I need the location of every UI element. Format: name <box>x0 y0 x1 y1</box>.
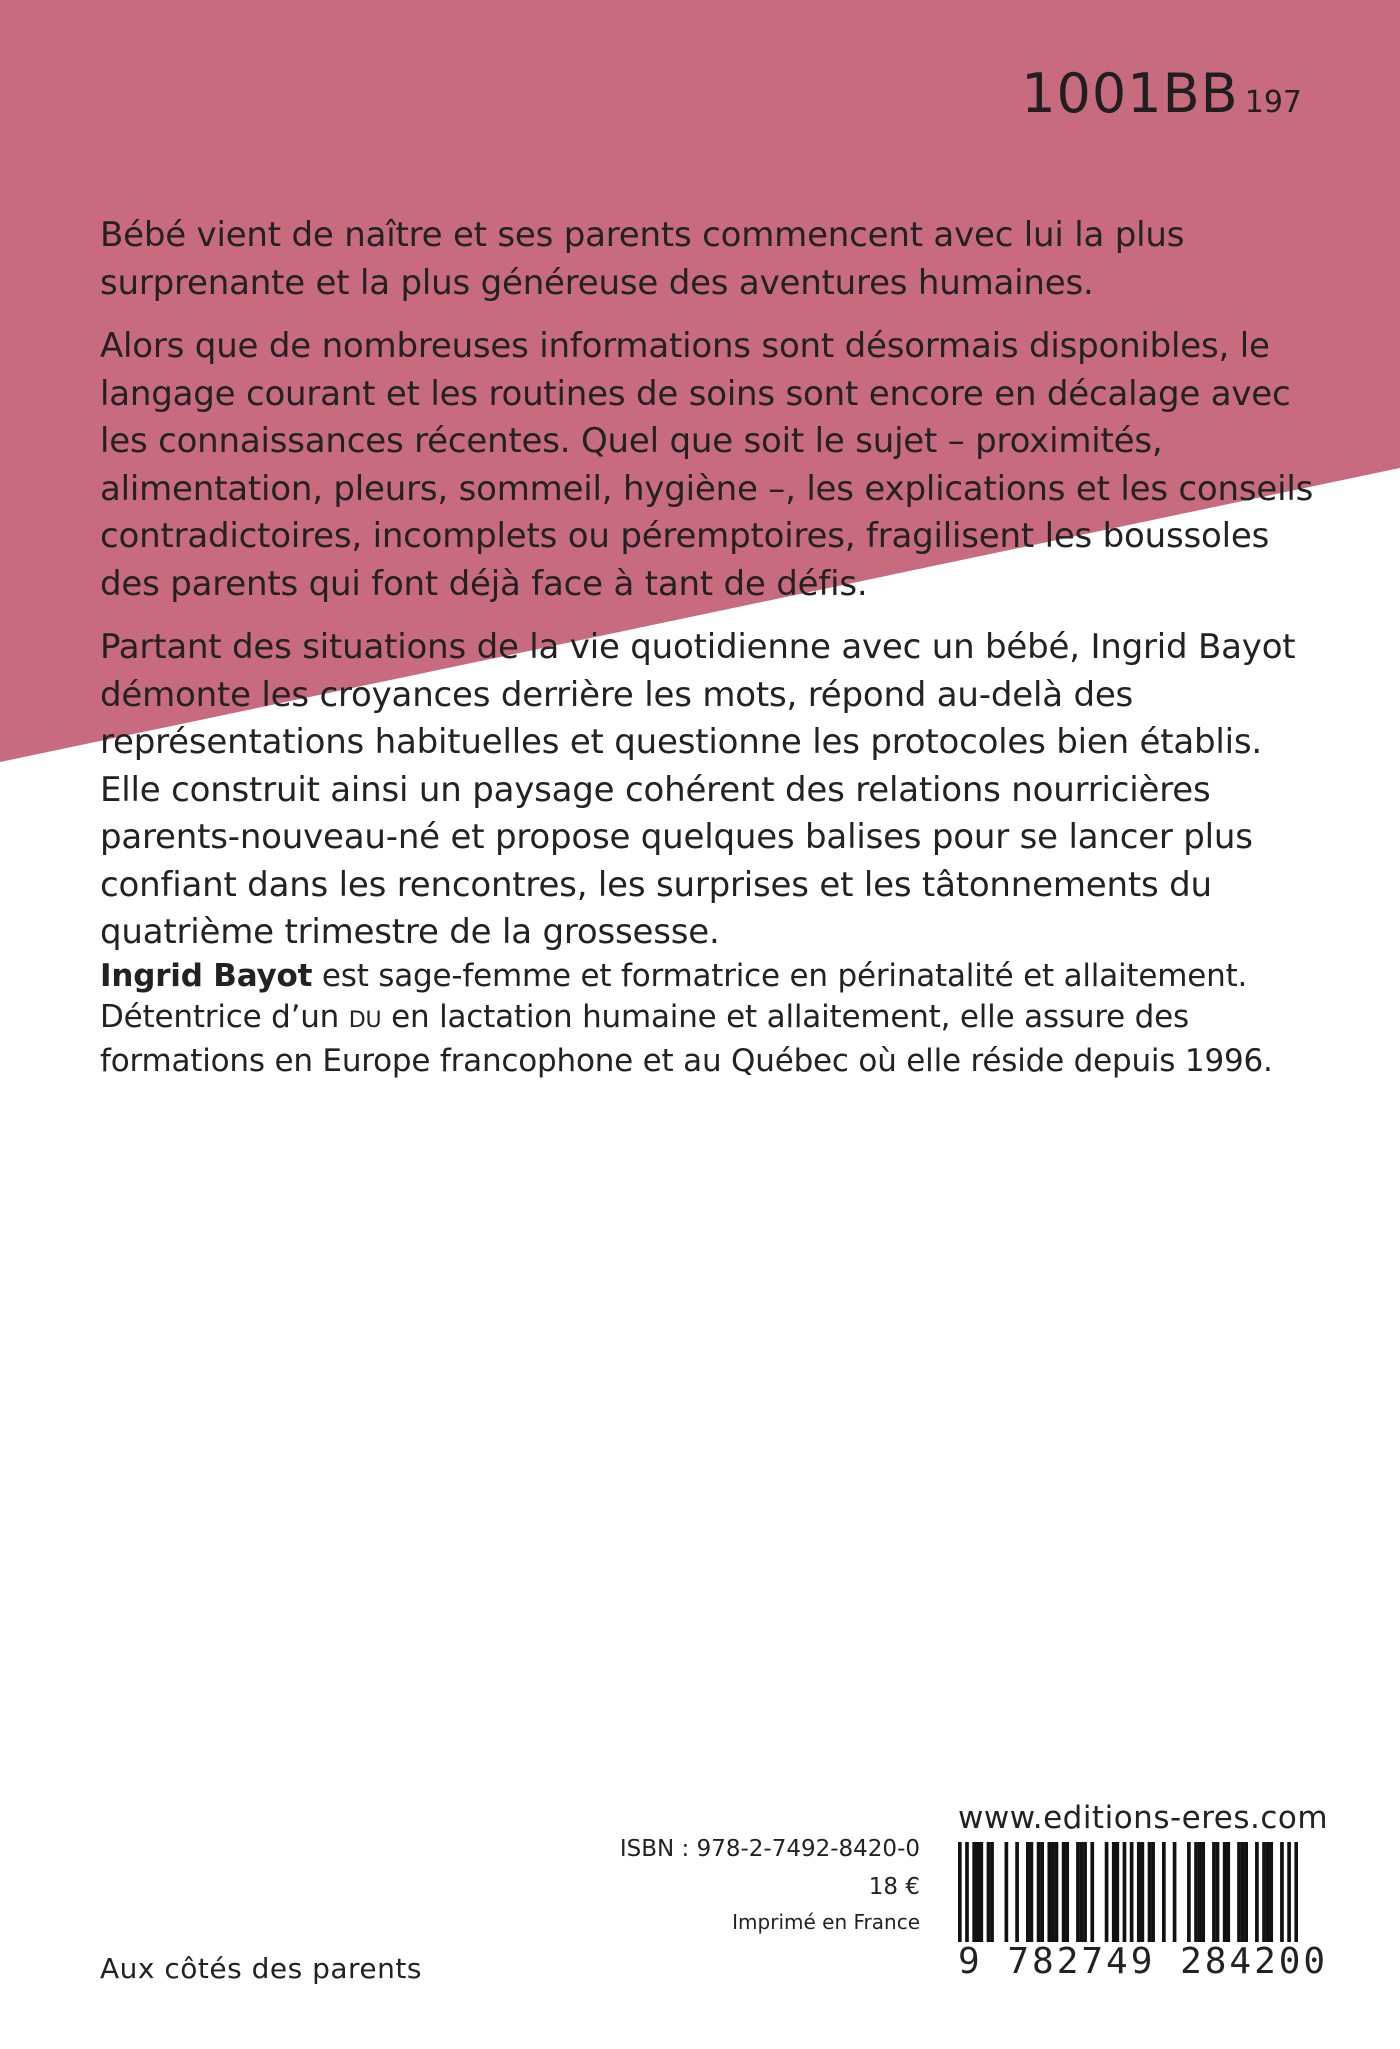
barcode-bar <box>990 1842 994 1942</box>
blurb-paragraph-1: Bébé vient de naître et ses parents commencent avec lui la plus surprenante et la plus généreuse des aventures humaines. <box>100 215 1185 303</box>
series-label <box>1021 62 1302 125</box>
barcode-bar <box>1151 1842 1155 1942</box>
barcode-bar <box>1244 1842 1248 1942</box>
barcode-bar <box>1130 1842 1134 1942</box>
barcode-bar <box>965 1842 969 1942</box>
author-name: Ingrid Bayot <box>100 958 313 994</box>
barcode-bar <box>1005 1842 1009 1942</box>
barcode-bar <box>1141 1842 1145 1942</box>
publisher-website: www.editions-eres.com <box>958 1800 1329 1836</box>
barcode-bar <box>1162 1842 1166 1942</box>
barcode-bar <box>1280 1842 1284 1942</box>
printed-in-label: Imprimé en France <box>732 1910 920 1934</box>
author-bio-part-1: est sage-femme et formatrice en périnatalité et allaitement. Détentrice d’un <box>100 958 1248 1035</box>
barcode-bar <box>1040 1842 1044 1942</box>
barcode-bar <box>987 1842 991 1942</box>
barcode-bar <box>1287 1842 1291 1942</box>
barcode-bar <box>1148 1842 1152 1942</box>
du-abbreviation: DU <box>348 1008 382 1033</box>
barcode-bar <box>1237 1842 1241 1942</box>
barcode-bar <box>1123 1842 1127 1942</box>
barcode-bar <box>1137 1842 1141 1942</box>
series-number: 197 <box>1244 85 1302 120</box>
barcode-bar <box>1076 1842 1080 1942</box>
barcode-bar <box>1080 1842 1084 1942</box>
barcode-bar <box>1105 1842 1109 1942</box>
blurb-paragraph-2: Alors que de nombreuses informations sont désormais disponibles, le langage courant et les routines de soins sont encore en décalage avec les connaissances récentes. Quel que soit le sujet – proximités, alimentation, pleurs, sommeil, hygiène –, les explications et les conseils contradictoires, incomplets ou péremptoires, fragilisent les boussoles des parents qui font déjà face à tant de défis. <box>100 326 1314 604</box>
barcode-bar <box>979 1842 983 1942</box>
barcode-bar <box>1090 1842 1094 1942</box>
barcode-bar <box>1112 1842 1116 1942</box>
barcode-bar <box>1201 1842 1205 1942</box>
barcode-bar <box>958 1842 962 1942</box>
barcode-bar <box>1083 1842 1087 1942</box>
barcode-bar <box>1223 1842 1227 1942</box>
barcode-bar <box>1198 1842 1202 1942</box>
barcode-bar <box>1055 1842 1059 1942</box>
price-label: 18 € <box>868 1874 920 1900</box>
barcode-bar <box>976 1842 980 1942</box>
barcode-bar <box>1026 1842 1030 1942</box>
isbn-label: ISBN : 978-2-7492-8420-0 <box>619 1836 920 1862</box>
author-bio <box>100 956 1320 1082</box>
barcode-bar <box>1051 1842 1055 1942</box>
series-code: 1001BB <box>1021 62 1239 125</box>
barcode-bar <box>1216 1842 1220 1942</box>
back-cover-blurb <box>100 212 1320 973</box>
barcode-bar <box>1269 1842 1273 1942</box>
barcode-bar <box>1294 1842 1298 1942</box>
barcode-digits: 9 782749 284200 <box>958 1941 1329 1982</box>
barcode-bar <box>1047 1842 1051 1942</box>
barcode <box>958 1842 1298 1942</box>
barcode-bar <box>1173 1842 1177 1942</box>
barcode-bar <box>1266 1842 1270 1942</box>
barcode-bar <box>1262 1842 1266 1942</box>
author-bio-text <box>100 956 1320 1082</box>
barcode-bar <box>1241 1842 1245 1942</box>
barcode-bar <box>1062 1842 1066 1942</box>
blurb-paragraph-3: Partant des situations de la vie quotidienne avec un bébé, Ingrid Bayot démonte les croyances derrière les mots, répond au-delà des représentations habituelles et questionne les protocoles bien établis. Elle construit ainsi un paysage cohérent des relations nourricières parents-nouveau-né et propose quelques balises pour se lancer plus confiant dans les rencontres, les surprises et les tâtonnements du quatrième trimestre de la grossesse. <box>100 627 1296 952</box>
barcode-bar <box>1194 1842 1198 1942</box>
barcode-bar <box>1187 1842 1191 1942</box>
barcode-bar <box>1255 1842 1259 1942</box>
collection-name: Aux côtés des parents <box>100 1952 422 1985</box>
barcode-bar <box>1037 1842 1041 1942</box>
barcode-bar <box>1030 1842 1034 1942</box>
barcode-bar <box>1015 1842 1019 1942</box>
barcode-bar <box>972 1842 976 1942</box>
barcode-bar <box>1226 1842 1230 1942</box>
barcode-bar <box>1065 1842 1069 1942</box>
barcode-bar <box>1115 1842 1119 1942</box>
barcode-bar <box>1212 1842 1216 1942</box>
author-bio-part-2: en lactation humaine et allaitement, elle assure des formations en Europe francophone et au Québec où elle réside depuis 1996. <box>100 999 1273 1079</box>
